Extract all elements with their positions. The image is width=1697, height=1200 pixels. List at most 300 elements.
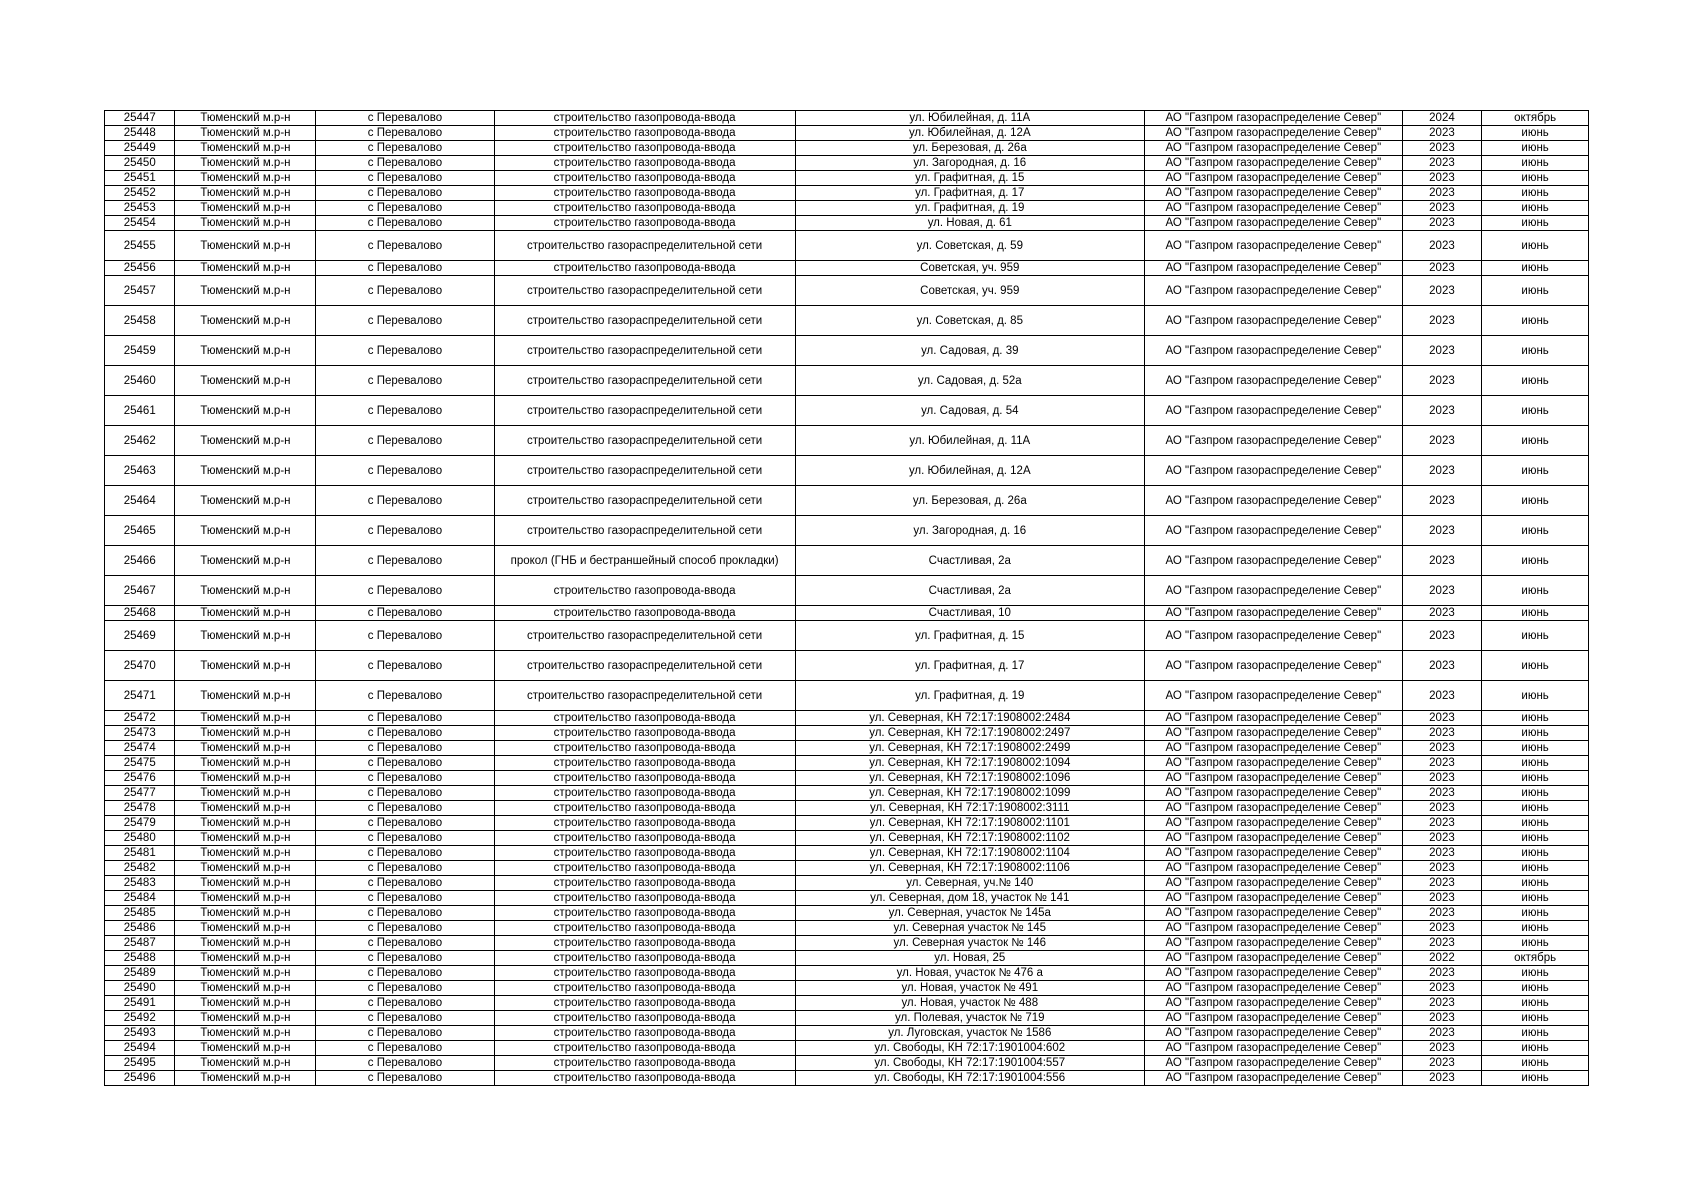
cell-month: июнь — [1482, 516, 1589, 546]
cell-district: Тюменский м.р-н — [175, 981, 316, 996]
table-row — [105, 921, 1589, 936]
cell-month: июнь — [1482, 186, 1589, 201]
cell-locality: с Перевалово — [316, 336, 494, 366]
cell-organization: АО "Газпром газораспределение Север" — [1144, 336, 1402, 366]
cell-work-type: строительство газопровода-ввода — [494, 171, 795, 186]
cell-month: июнь — [1482, 396, 1589, 426]
cell-district: Тюменский м.р-н — [175, 606, 316, 621]
cell-work-type: строительство газопровода-ввода — [494, 186, 795, 201]
cell-year: 2023 — [1402, 1056, 1482, 1071]
cell-locality: с Перевалово — [316, 1026, 494, 1041]
cell-locality: с Перевалово — [316, 831, 494, 846]
cell-year: 2023 — [1402, 936, 1482, 951]
cell-address: ул. Северная, КН 72:17:1908002:3111 — [795, 801, 1144, 816]
cell-organization: АО "Газпром газораспределение Север" — [1144, 1011, 1402, 1026]
table-row — [105, 621, 1589, 651]
cell-work-type: строительство газораспределительной сети — [494, 366, 795, 396]
cell-organization: АО "Газпром газораспределение Север" — [1144, 111, 1402, 126]
cell-id: 25452 — [105, 186, 175, 201]
table-row — [105, 756, 1589, 771]
cell-work-type: строительство газопровода-ввода — [494, 141, 795, 156]
cell-work-type: строительство газопровода-ввода — [494, 726, 795, 741]
cell-district: Тюменский м.р-н — [175, 216, 316, 231]
cell-year: 2023 — [1402, 546, 1482, 576]
table-row — [105, 606, 1589, 621]
cell-id: 25483 — [105, 876, 175, 891]
cell-district: Тюменский м.р-н — [175, 126, 316, 141]
cell-id: 25475 — [105, 756, 175, 771]
cell-address: Счастливая, 2а — [795, 576, 1144, 606]
cell-organization: АО "Газпром газораспределение Север" — [1144, 261, 1402, 276]
table-row — [105, 711, 1589, 726]
cell-work-type: строительство газораспределительной сети — [494, 396, 795, 426]
cell-district: Тюменский м.р-н — [175, 576, 316, 606]
cell-month: июнь — [1482, 651, 1589, 681]
cell-district: Тюменский м.р-н — [175, 786, 316, 801]
cell-id: 25482 — [105, 861, 175, 876]
cell-address: ул. Северная, КН 72:17:1908002:1099 — [795, 786, 1144, 801]
cell-locality: с Перевалово — [316, 906, 494, 921]
cell-work-type: строительство газопровода-ввода — [494, 711, 795, 726]
cell-work-type: строительство газопровода-ввода — [494, 741, 795, 756]
cell-year: 2023 — [1402, 996, 1482, 1011]
table-row — [105, 576, 1589, 606]
cell-month: июнь — [1482, 366, 1589, 396]
cell-id: 25471 — [105, 681, 175, 711]
cell-month: июнь — [1482, 831, 1589, 846]
cell-id: 25477 — [105, 786, 175, 801]
cell-address: ул. Березовая, д. 26а — [795, 486, 1144, 516]
cell-organization: АО "Газпром газораспределение Север" — [1144, 906, 1402, 921]
cell-id: 25453 — [105, 201, 175, 216]
cell-work-type: строительство газопровода-ввода — [494, 831, 795, 846]
cell-month: июнь — [1482, 891, 1589, 906]
cell-address: ул. Новая, участок № 476 а — [795, 966, 1144, 981]
cell-locality: с Перевалово — [316, 156, 494, 171]
table-row — [105, 846, 1589, 861]
cell-locality: с Перевалово — [316, 396, 494, 426]
cell-id: 25478 — [105, 801, 175, 816]
cell-work-type: строительство газопровода-ввода — [494, 816, 795, 831]
cell-district: Тюменский м.р-н — [175, 396, 316, 426]
cell-locality: с Перевалово — [316, 276, 494, 306]
cell-locality: с Перевалово — [316, 726, 494, 741]
cell-month: июнь — [1482, 996, 1589, 1011]
cell-district: Тюменский м.р-н — [175, 726, 316, 741]
cell-month: июнь — [1482, 336, 1589, 366]
cell-district: Тюменский м.р-н — [175, 1041, 316, 1056]
cell-work-type: строительство газораспределительной сети — [494, 426, 795, 456]
table-row — [105, 201, 1589, 216]
cell-locality: с Перевалово — [316, 771, 494, 786]
cell-address: ул. Свободы, КН 72:17:1901004:556 — [795, 1071, 1144, 1086]
cell-year: 2023 — [1402, 981, 1482, 996]
cell-district: Тюменский м.р-н — [175, 306, 316, 336]
cell-district: Тюменский м.р-н — [175, 276, 316, 306]
cell-organization: АО "Газпром газораспределение Север" — [1144, 756, 1402, 771]
table-row — [105, 876, 1589, 891]
cell-year: 2023 — [1402, 681, 1482, 711]
cell-organization: АО "Газпром газораспределение Север" — [1144, 1026, 1402, 1041]
cell-work-type: строительство газопровода-ввода — [494, 996, 795, 1011]
cell-organization: АО "Газпром газораспределение Север" — [1144, 846, 1402, 861]
cell-month: июнь — [1482, 216, 1589, 231]
cell-year: 2023 — [1402, 861, 1482, 876]
cell-work-type: строительство газопровода-ввода — [494, 261, 795, 276]
cell-month: июнь — [1482, 756, 1589, 771]
cell-month: июнь — [1482, 126, 1589, 141]
cell-work-type: строительство газораспределительной сети — [494, 486, 795, 516]
cell-month: июнь — [1482, 1041, 1589, 1056]
table-row — [105, 126, 1589, 141]
cell-address: ул. Садовая, д. 54 — [795, 396, 1144, 426]
cell-address: ул. Северная участок № 146 — [795, 936, 1144, 951]
cell-year: 2023 — [1402, 231, 1482, 261]
cell-locality: с Перевалово — [316, 111, 494, 126]
cell-address: Советская, уч. 959 — [795, 276, 1144, 306]
cell-address: ул. Полевая, участок № 719 — [795, 1011, 1144, 1026]
table-row — [105, 906, 1589, 921]
cell-organization: АО "Газпром газораспределение Север" — [1144, 936, 1402, 951]
table-row — [105, 726, 1589, 741]
cell-id: 25480 — [105, 831, 175, 846]
cell-address: ул. Графитная, д. 19 — [795, 201, 1144, 216]
cell-id: 25489 — [105, 966, 175, 981]
cell-organization: АО "Газпром газораспределение Север" — [1144, 426, 1402, 456]
cell-month: июнь — [1482, 1071, 1589, 1086]
cell-year: 2023 — [1402, 201, 1482, 216]
cell-organization: АО "Газпром газораспределение Север" — [1144, 396, 1402, 426]
table-row — [105, 546, 1589, 576]
cell-year: 2023 — [1402, 921, 1482, 936]
cell-locality: с Перевалово — [316, 456, 494, 486]
cell-organization: АО "Газпром газораспределение Север" — [1144, 996, 1402, 1011]
cell-organization: АО "Газпром газораспределение Север" — [1144, 1056, 1402, 1071]
cell-month: июнь — [1482, 426, 1589, 456]
cell-address: ул. Северная, КН 72:17:1908002:1102 — [795, 831, 1144, 846]
cell-organization: АО "Газпром газораспределение Север" — [1144, 861, 1402, 876]
cell-organization: АО "Газпром газораспределение Север" — [1144, 186, 1402, 201]
table-row — [105, 996, 1589, 1011]
table-row — [105, 216, 1589, 231]
cell-year: 2023 — [1402, 906, 1482, 921]
cell-month: июнь — [1482, 846, 1589, 861]
cell-locality: с Перевалово — [316, 756, 494, 771]
cell-year: 2023 — [1402, 711, 1482, 726]
cell-district: Тюменский м.р-н — [175, 261, 316, 276]
cell-year: 2023 — [1402, 846, 1482, 861]
cell-id: 25485 — [105, 906, 175, 921]
cell-id: 25491 — [105, 996, 175, 1011]
table-row — [105, 1056, 1589, 1071]
cell-district: Тюменский м.р-н — [175, 816, 316, 831]
cell-month: июнь — [1482, 1011, 1589, 1026]
cell-address: Советская, уч. 959 — [795, 261, 1144, 276]
table-row — [105, 186, 1589, 201]
cell-month: июнь — [1482, 171, 1589, 186]
cell-address: ул. Графитная, д. 19 — [795, 681, 1144, 711]
cell-year: 2023 — [1402, 276, 1482, 306]
cell-organization: АО "Газпром газораспределение Север" — [1144, 951, 1402, 966]
cell-id: 25458 — [105, 306, 175, 336]
cell-district: Тюменский м.р-н — [175, 741, 316, 756]
cell-address: ул. Северная, КН 72:17:1908002:1104 — [795, 846, 1144, 861]
cell-work-type: строительство газораспределительной сети — [494, 231, 795, 261]
table-row — [105, 396, 1589, 426]
cell-work-type: строительство газораспределительной сети — [494, 681, 795, 711]
cell-address: ул. Советская, д. 85 — [795, 306, 1144, 336]
cell-organization: АО "Газпром газораспределение Север" — [1144, 831, 1402, 846]
table-row — [105, 1026, 1589, 1041]
cell-address: ул. Новая, 25 — [795, 951, 1144, 966]
cell-work-type: строительство газопровода-ввода — [494, 876, 795, 891]
table-row — [105, 171, 1589, 186]
cell-organization: АО "Газпром газораспределение Север" — [1144, 141, 1402, 156]
cell-locality: с Перевалово — [316, 171, 494, 186]
cell-work-type: строительство газопровода-ввода — [494, 1056, 795, 1071]
cell-work-type: строительство газораспределительной сети — [494, 621, 795, 651]
table-row — [105, 1011, 1589, 1026]
table-row — [105, 456, 1589, 486]
cell-address: ул. Юбилейная, д. 11А — [795, 111, 1144, 126]
cell-month: июнь — [1482, 921, 1589, 936]
cell-locality: с Перевалово — [316, 891, 494, 906]
table-row — [105, 486, 1589, 516]
table-row — [105, 426, 1589, 456]
cell-district: Тюменский м.р-н — [175, 456, 316, 486]
cell-work-type: строительство газопровода-ввода — [494, 126, 795, 141]
cell-work-type: строительство газопровода-ввода — [494, 1011, 795, 1026]
cell-id: 25462 — [105, 426, 175, 456]
cell-address: Счастливая, 10 — [795, 606, 1144, 621]
cell-district: Тюменский м.р-н — [175, 516, 316, 546]
cell-address: ул. Советская, д. 59 — [795, 231, 1144, 261]
cell-id: 25474 — [105, 741, 175, 756]
cell-work-type: строительство газопровода-ввода — [494, 1041, 795, 1056]
cell-organization: АО "Газпром газораспределение Север" — [1144, 456, 1402, 486]
table-row — [105, 651, 1589, 681]
cell-organization: АО "Газпром газораспределение Север" — [1144, 516, 1402, 546]
cell-year: 2023 — [1402, 606, 1482, 621]
cell-work-type: строительство газопровода-ввода — [494, 111, 795, 126]
cell-locality: с Перевалово — [316, 366, 494, 396]
cell-locality: с Перевалово — [316, 711, 494, 726]
cell-month: июнь — [1482, 861, 1589, 876]
cell-locality: с Перевалово — [316, 936, 494, 951]
cell-work-type: строительство газопровода-ввода — [494, 981, 795, 996]
cell-organization: АО "Газпром газораспределение Север" — [1144, 651, 1402, 681]
cell-year: 2023 — [1402, 891, 1482, 906]
cell-district: Тюменский м.р-н — [175, 1071, 316, 1086]
cell-month: июнь — [1482, 936, 1589, 951]
table-row — [105, 741, 1589, 756]
cell-district: Тюменский м.р-н — [175, 966, 316, 981]
cell-locality: с Перевалово — [316, 651, 494, 681]
cell-locality: с Перевалово — [316, 486, 494, 516]
cell-month: октябрь — [1482, 111, 1589, 126]
cell-locality: с Перевалово — [316, 621, 494, 651]
cell-year: 2023 — [1402, 456, 1482, 486]
cell-month: октябрь — [1482, 951, 1589, 966]
cell-locality: с Перевалово — [316, 741, 494, 756]
cell-organization: АО "Газпром газораспределение Север" — [1144, 576, 1402, 606]
table-row — [105, 966, 1589, 981]
cell-month: июнь — [1482, 141, 1589, 156]
cell-address: ул. Садовая, д. 52а — [795, 366, 1144, 396]
cell-id: 25454 — [105, 216, 175, 231]
cell-work-type: строительство газопровода-ввода — [494, 756, 795, 771]
cell-locality: с Перевалово — [316, 786, 494, 801]
cell-address: ул. Северная, КН 72:17:1908002:1106 — [795, 861, 1144, 876]
cell-work-type: строительство газопровода-ввода — [494, 966, 795, 981]
cell-month: июнь — [1482, 276, 1589, 306]
cell-address: ул. Северная, КН 72:17:1908002:2499 — [795, 741, 1144, 756]
cell-address: ул. Графитная, д. 15 — [795, 171, 1144, 186]
cell-work-type: строительство газопровода-ввода — [494, 786, 795, 801]
cell-year: 2022 — [1402, 951, 1482, 966]
cell-id: 25456 — [105, 261, 175, 276]
cell-id: 25451 — [105, 171, 175, 186]
cell-work-type: строительство газораспределительной сети — [494, 456, 795, 486]
cell-year: 2023 — [1402, 831, 1482, 846]
table-row — [105, 861, 1589, 876]
cell-year: 2023 — [1402, 141, 1482, 156]
cell-address: ул. Садовая, д. 39 — [795, 336, 1144, 366]
table-row — [105, 1041, 1589, 1056]
cell-locality: с Перевалово — [316, 816, 494, 831]
cell-locality: с Перевалово — [316, 981, 494, 996]
cell-year: 2023 — [1402, 426, 1482, 456]
cell-organization: АО "Газпром газораспределение Север" — [1144, 306, 1402, 336]
cell-month: июнь — [1482, 801, 1589, 816]
cell-locality: с Перевалово — [316, 231, 494, 261]
cell-work-type: строительство газопровода-ввода — [494, 891, 795, 906]
cell-year: 2023 — [1402, 216, 1482, 231]
cell-month: июнь — [1482, 786, 1589, 801]
cell-address: ул. Березовая, д. 26а — [795, 141, 1144, 156]
cell-district: Тюменский м.р-н — [175, 831, 316, 846]
cell-id: 25493 — [105, 1026, 175, 1041]
cell-month: июнь — [1482, 981, 1589, 996]
cell-locality: с Перевалово — [316, 606, 494, 621]
cell-year: 2023 — [1402, 726, 1482, 741]
cell-address: ул. Юбилейная, д. 11А — [795, 426, 1144, 456]
data-table — [104, 110, 1589, 1086]
cell-month: июнь — [1482, 456, 1589, 486]
cell-district: Тюменский м.р-н — [175, 891, 316, 906]
cell-district: Тюменский м.р-н — [175, 996, 316, 1011]
cell-organization: АО "Газпром газораспределение Север" — [1144, 876, 1402, 891]
cell-locality: с Перевалово — [316, 876, 494, 891]
cell-work-type: строительство газопровода-ввода — [494, 771, 795, 786]
cell-address: ул. Загородная, д. 16 — [795, 156, 1144, 171]
cell-address: ул. Северная, КН 72:17:1908002:2484 — [795, 711, 1144, 726]
cell-organization: АО "Газпром газораспределение Север" — [1144, 711, 1402, 726]
cell-district: Тюменский м.р-н — [175, 651, 316, 681]
cell-district: Тюменский м.р-н — [175, 231, 316, 261]
cell-work-type: строительство газораспределительной сети — [494, 306, 795, 336]
cell-month: июнь — [1482, 486, 1589, 516]
cell-locality: с Перевалово — [316, 996, 494, 1011]
cell-year: 2023 — [1402, 336, 1482, 366]
cell-address: ул. Графитная, д. 15 — [795, 621, 1144, 651]
cell-organization: АО "Газпром газораспределение Север" — [1144, 921, 1402, 936]
cell-year: 2023 — [1402, 396, 1482, 426]
cell-district: Тюменский м.р-н — [175, 681, 316, 711]
cell-organization: АО "Газпром газораспределение Север" — [1144, 216, 1402, 231]
cell-organization: АО "Газпром газораспределение Север" — [1144, 366, 1402, 396]
cell-work-type: строительство газопровода-ввода — [494, 201, 795, 216]
cell-id: 25496 — [105, 1071, 175, 1086]
cell-address: ул. Новая, участок № 488 — [795, 996, 1144, 1011]
table-row — [105, 306, 1589, 336]
table-body — [105, 111, 1589, 1086]
table-row — [105, 801, 1589, 816]
cell-year: 2023 — [1402, 1041, 1482, 1056]
table-row — [105, 816, 1589, 831]
cell-year: 2023 — [1402, 576, 1482, 606]
cell-year: 2023 — [1402, 1026, 1482, 1041]
cell-id: 25495 — [105, 1056, 175, 1071]
table-row — [105, 261, 1589, 276]
cell-organization: АО "Газпром газораспределение Север" — [1144, 786, 1402, 801]
cell-locality: с Перевалово — [316, 966, 494, 981]
cell-locality: с Перевалово — [316, 1041, 494, 1056]
cell-locality: с Перевалово — [316, 306, 494, 336]
cell-organization: АО "Газпром газораспределение Север" — [1144, 546, 1402, 576]
cell-year: 2023 — [1402, 801, 1482, 816]
cell-address: Счастливая, 2а — [795, 546, 1144, 576]
cell-year: 2023 — [1402, 186, 1482, 201]
table-row — [105, 366, 1589, 396]
cell-district: Тюменский м.р-н — [175, 711, 316, 726]
table-row — [105, 681, 1589, 711]
table-row — [105, 786, 1589, 801]
cell-address: ул. Северная, участок № 145а — [795, 906, 1144, 921]
cell-address: ул. Свободы, КН 72:17:1901004:602 — [795, 1041, 1144, 1056]
cell-locality: с Перевалово — [316, 576, 494, 606]
cell-district: Тюменский м.р-н — [175, 906, 316, 921]
cell-organization: АО "Газпром газораспределение Север" — [1144, 981, 1402, 996]
cell-year: 2023 — [1402, 156, 1482, 171]
cell-district: Тюменский м.р-н — [175, 336, 316, 366]
cell-id: 25473 — [105, 726, 175, 741]
cell-locality: с Перевалово — [316, 141, 494, 156]
cell-locality: с Перевалово — [316, 546, 494, 576]
cell-locality: с Перевалово — [316, 186, 494, 201]
cell-work-type: строительство газопровода-ввода — [494, 576, 795, 606]
cell-year: 2023 — [1402, 651, 1482, 681]
cell-work-type: строительство газораспределительной сети — [494, 651, 795, 681]
cell-work-type: строительство газопровода-ввода — [494, 1071, 795, 1086]
cell-organization: АО "Газпром газораспределение Север" — [1144, 276, 1402, 306]
cell-work-type: строительство газопровода-ввода — [494, 921, 795, 936]
cell-id: 25488 — [105, 951, 175, 966]
table-row — [105, 111, 1589, 126]
table-row — [105, 1071, 1589, 1086]
cell-id: 25481 — [105, 846, 175, 861]
cell-year: 2023 — [1402, 756, 1482, 771]
cell-address: ул. Графитная, д. 17 — [795, 186, 1144, 201]
cell-district: Тюменский м.р-н — [175, 546, 316, 576]
cell-id: 25494 — [105, 1041, 175, 1056]
cell-work-type: строительство газораспределительной сети — [494, 276, 795, 306]
cell-id: 25463 — [105, 456, 175, 486]
cell-month: июнь — [1482, 231, 1589, 261]
cell-organization: АО "Газпром газораспределение Север" — [1144, 681, 1402, 711]
cell-year: 2023 — [1402, 486, 1482, 516]
table-row — [105, 951, 1589, 966]
